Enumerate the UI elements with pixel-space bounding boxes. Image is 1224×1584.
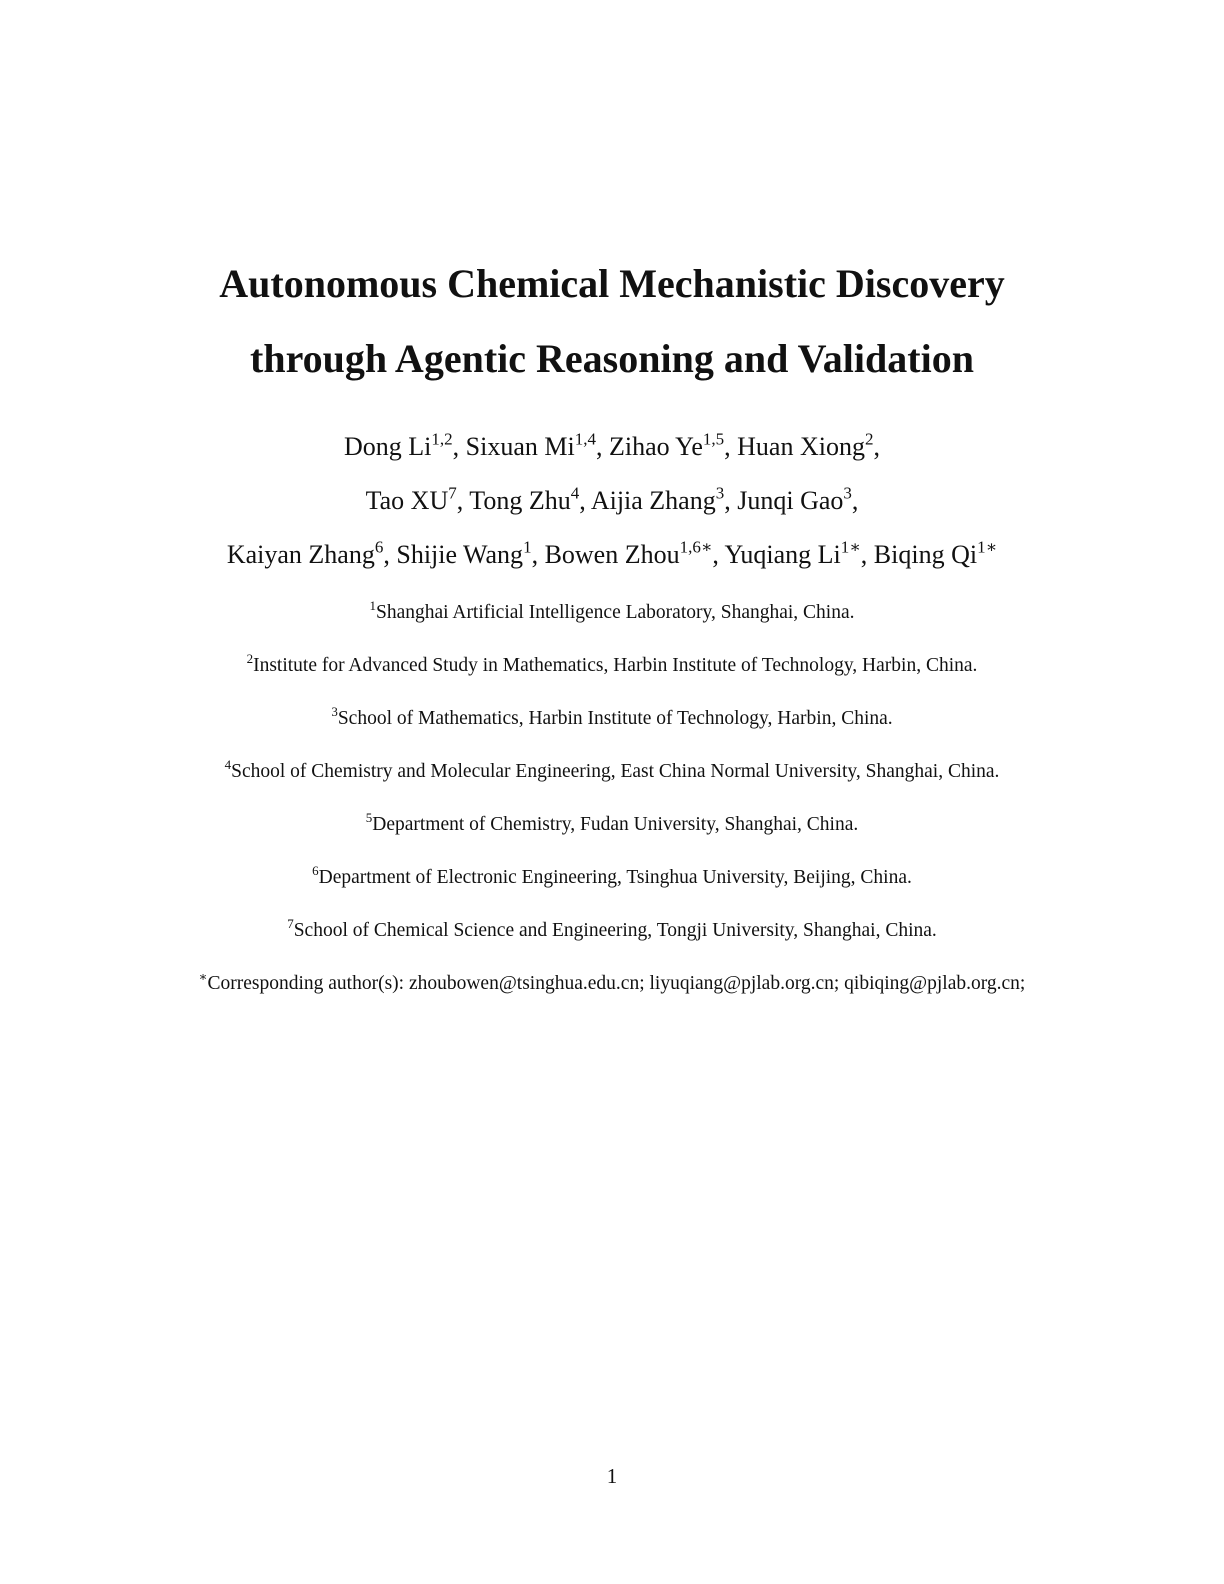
affiliation-7 — [0, 904, 1224, 957]
author-line — [0, 420, 1224, 474]
affiliation-4 — [0, 745, 1224, 798]
affiliation-text: Department of Electronic Engineering, Tsinghua University, Beijing, China. — [318, 867, 912, 888]
affiliation-mark: 5 — [365, 810, 373, 826]
author-name: Bowen Zhou — [544, 540, 680, 569]
affiliation-text: School of Mathematics, Harbin Institute of Technology, Harbin, China. — [337, 708, 893, 729]
title-line-2: through Agentic Reasoning and Validation — [250, 336, 974, 381]
author-name: Tao XU — [365, 486, 449, 515]
affiliation-mark: 3 — [331, 704, 338, 720]
author-separator: , — [873, 432, 880, 461]
author-affiliation-mark: 3 — [843, 483, 852, 503]
affiliation-mark: 2 — [246, 651, 254, 667]
affiliation-5 — [0, 798, 1224, 851]
author-affiliation-mark: 3 — [715, 483, 725, 503]
author-affiliation-mark: 4 — [570, 483, 580, 503]
affiliation-text: Institute for Advanced Study in Mathematics, Harbin Institute of Technology, Harbin, China. — [253, 655, 978, 676]
affiliation-2 — [0, 639, 1224, 692]
affiliation-mark: 4 — [224, 757, 232, 773]
author-separator: , — [860, 540, 874, 569]
affiliation-mark: 7 — [287, 916, 294, 932]
affiliation-list — [0, 586, 1224, 1010]
corresponding-author-note — [0, 957, 1224, 1010]
author-affiliation-mark: 1∗ — [840, 537, 861, 557]
affiliation-text: Shanghai Artificial Intelligence Laboratory, Shanghai, China. — [375, 602, 855, 623]
affiliation-3 — [0, 692, 1224, 745]
author-line — [0, 528, 1224, 582]
author-name: Sixuan Mi — [465, 432, 575, 461]
author-name: Aijia Zhang — [590, 486, 716, 515]
author-separator: , — [579, 486, 591, 515]
affiliation-text: School of Chemical Science and Engineering, Tongji University, Shanghai, China. — [293, 920, 937, 941]
author-separator: , — [712, 540, 725, 569]
corresponding-mark: ∗ — [198, 969, 208, 985]
author-list — [0, 420, 1224, 582]
author-separator: , — [724, 486, 738, 515]
author-name: Kaiyan Zhang — [226, 540, 375, 569]
author-separator: , — [531, 540, 545, 569]
affiliation-mark: 6 — [312, 863, 319, 879]
affiliation-text: School of Chemistry and Molecular Engineering, East China Normal University, Shanghai, China. — [231, 761, 1000, 782]
affiliation-mark: 1 — [369, 598, 376, 614]
author-separator: , — [724, 432, 738, 461]
affiliation-1 — [0, 586, 1224, 639]
paper-title — [0, 246, 1224, 396]
author-affiliation-mark: 1,2 — [431, 429, 453, 449]
author-affiliation-mark: 7 — [448, 483, 457, 503]
author-affiliation-mark: 1∗ — [977, 537, 998, 557]
author-separator: , — [452, 432, 466, 461]
author-separator: , — [595, 432, 609, 461]
author-name: Zihao Ye — [608, 432, 703, 461]
author-name: Tong Zhu — [469, 486, 571, 515]
author-affiliation-mark: 1 — [523, 537, 532, 557]
author-affiliation-mark: 1,4 — [574, 429, 596, 449]
author-line — [0, 474, 1224, 528]
affiliation-6 — [0, 851, 1224, 904]
affiliation-text: Department of Chemistry, Fudan University, Shanghai, China. — [372, 814, 859, 835]
author-affiliation-mark: 1,5 — [702, 429, 725, 449]
author-name: Yuqiang Li — [724, 540, 841, 569]
author-name: Huan Xiong — [737, 432, 865, 461]
author-name: Junqi Gao — [737, 486, 844, 515]
author-name: Dong Li — [344, 432, 432, 461]
author-name: Shijie Wang — [396, 540, 524, 569]
author-affiliation-mark: 2 — [864, 429, 874, 449]
corresponding-author-text: Corresponding author(s): zhoubowen@tsinghua.edu.cn; liyuqiang@pjlab.org.cn; qibiqing@pjlab.org.cn; — [207, 973, 1026, 994]
author-affiliation-mark: 1,6∗ — [679, 537, 713, 557]
author-separator: , — [456, 486, 470, 515]
author-separator: , — [851, 486, 859, 515]
author-name: Biqing Qi — [873, 540, 978, 569]
author-affiliation-mark: 6 — [374, 537, 384, 557]
page-number: 1 — [606, 1464, 618, 1488]
author-separator: , — [383, 540, 397, 569]
title-line-1: Autonomous Chemical Mechanistic Discovery — [219, 261, 1005, 306]
